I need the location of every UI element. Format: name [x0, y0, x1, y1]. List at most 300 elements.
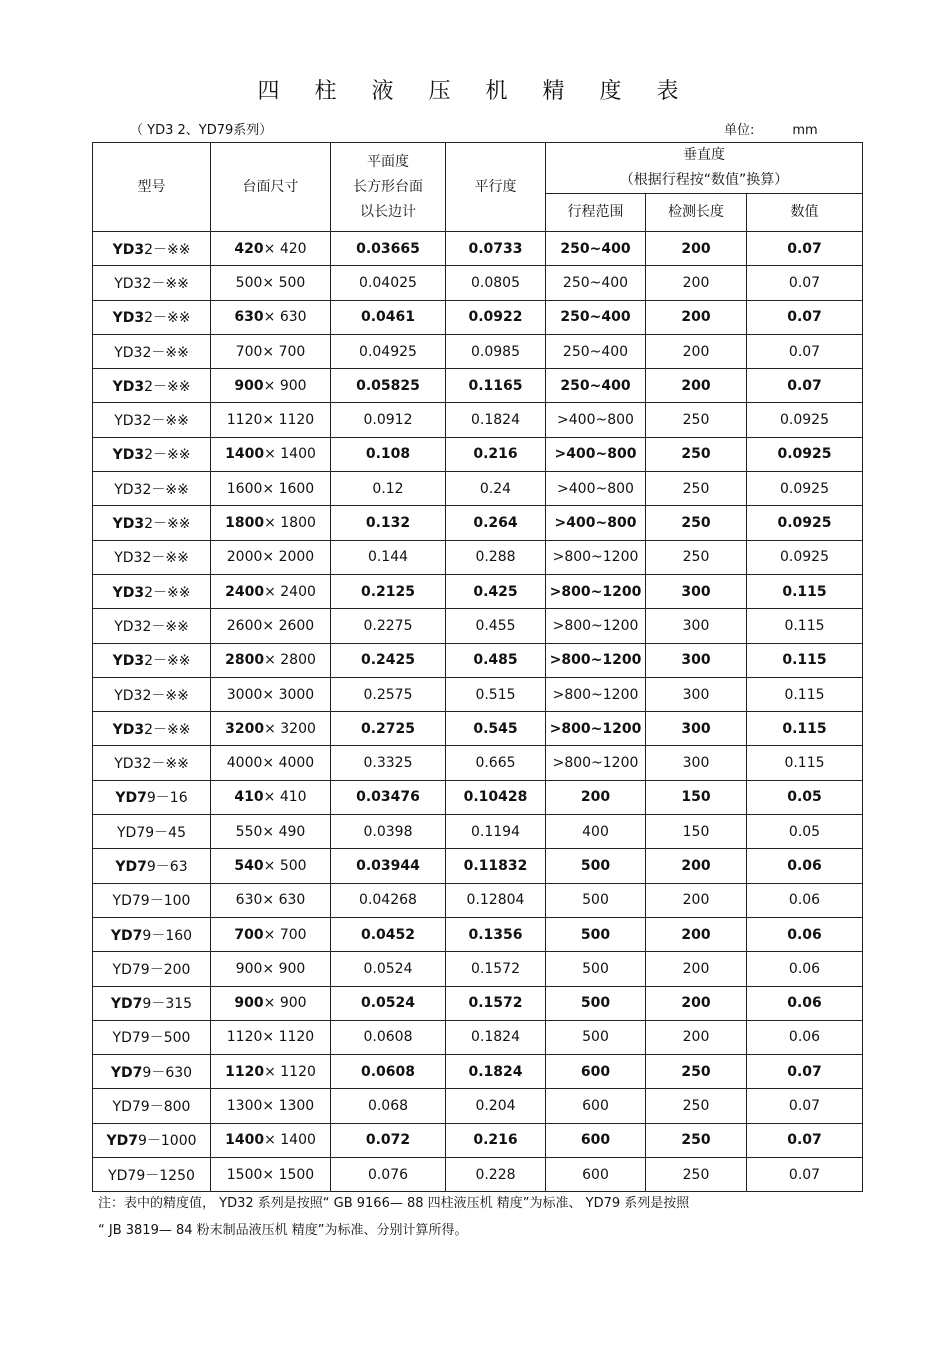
cell-flatness-flat: 0.03476: [356, 789, 420, 806]
cell-table-size-s1: 900: [234, 377, 264, 394]
cell-detect-length-len: 150: [682, 823, 710, 840]
header-flatness-line2: 长方形台面: [353, 178, 423, 195]
cell-table-size-s1: 420: [234, 240, 264, 257]
cell-value: [747, 300, 863, 334]
cell-model-m1: YD3: [114, 618, 143, 635]
cell-detect-length: [646, 780, 747, 814]
cell-table-size-s1: 1120: [225, 1063, 265, 1080]
cell-table-size-s2: × 1120: [264, 1063, 316, 1080]
cell-flatness: [331, 815, 446, 849]
cell-value: [747, 506, 863, 540]
cell-model-m1: YD7: [115, 790, 147, 807]
cell-detect-length-len: 200: [681, 240, 711, 257]
table-row: [93, 780, 863, 814]
cell-flatness-flat: 0.0608: [363, 1029, 413, 1046]
cell-detect-length-len: 150: [681, 789, 711, 806]
cell-parallelism-par: 0.425: [473, 583, 518, 600]
cell-table-size-s1: 1120: [226, 1029, 263, 1046]
cell-model-m1: YD3: [112, 447, 145, 464]
cell-model: [93, 986, 211, 1020]
cell-table-size-s1: 2000: [226, 549, 263, 566]
cell-parallelism: [446, 574, 546, 608]
cell-table-size: [211, 232, 331, 266]
cell-value-val: 0.06: [787, 995, 822, 1012]
table-row: [93, 540, 863, 574]
cell-model-m1: YD7: [108, 1167, 137, 1184]
cell-detect-length: [646, 266, 747, 300]
cell-table-size-s2: × 630: [263, 309, 307, 326]
cell-model: [93, 677, 211, 711]
cell-detect-length-len: 300: [681, 652, 711, 669]
table-row: [93, 1123, 863, 1157]
cell-table-size-s2: × 700: [262, 343, 306, 360]
cell-model-m2: 2－※※: [144, 447, 191, 464]
cell-stroke-range-range: >800~1200: [549, 652, 642, 669]
cell-flatness: [331, 643, 446, 677]
cell-stroke-range: [546, 540, 646, 574]
cell-detect-length: [646, 643, 747, 677]
cell-value-val: 0.07: [787, 1132, 822, 1149]
cell-model-m1: YD3: [114, 275, 143, 292]
cell-stroke-range: [546, 712, 646, 746]
cell-parallelism: [446, 746, 546, 780]
cell-parallelism-par: 0.665: [475, 755, 516, 772]
cell-model-m1: YD3: [114, 687, 143, 704]
cell-parallelism-par: 0.545: [473, 720, 518, 737]
cell-table-size-s2: × 2000: [262, 549, 315, 566]
cell-table-size-s1: 500: [235, 274, 263, 291]
cell-parallelism-par: 0.10428: [463, 789, 528, 806]
cell-value: [747, 1158, 863, 1192]
cell-table-size-s2: × 1120: [262, 1029, 315, 1046]
cell-stroke-range-range: 250~400: [560, 309, 631, 326]
cell-stroke-range: [546, 849, 646, 883]
cell-flatness-flat: 0.04925: [359, 343, 417, 360]
cell-model-m2: 9－1000: [137, 1133, 197, 1150]
cell-model: [93, 1055, 211, 1089]
cell-value-val: 0.07: [788, 274, 821, 291]
cell-table-size: [211, 917, 331, 951]
cell-table-size-s2: × 900: [262, 960, 306, 977]
cell-table-size-s1: 2400: [225, 583, 265, 600]
cell-detect-length-len: 300: [681, 583, 711, 600]
cell-model: [93, 1089, 211, 1123]
cell-detect-length-len: 300: [681, 720, 711, 737]
cell-parallelism: [446, 1158, 546, 1192]
cell-value-val: 0.07: [787, 377, 822, 394]
cell-stroke-range-range: >400~800: [557, 480, 634, 497]
cell-model-m2: 2－※※: [144, 584, 191, 601]
cell-flatness: [331, 574, 446, 608]
header-perp-line1: 垂直度: [683, 147, 725, 163]
cell-parallelism-par: 0.0733: [468, 240, 523, 257]
cell-model-m2: 9－16: [146, 790, 188, 807]
cell-stroke-range: [546, 506, 646, 540]
cell-flatness-flat: 0.2725: [360, 720, 416, 737]
cell-parallelism: [446, 609, 546, 643]
cell-value-val: 0.06: [787, 857, 822, 874]
cell-model-m2: 9－160: [142, 927, 193, 944]
cell-stroke-range-range: >800~1200: [552, 755, 639, 772]
cell-parallelism-par: 0.204: [475, 1098, 516, 1115]
cell-value: [747, 643, 863, 677]
cell-model-m1: YD7: [110, 1064, 143, 1081]
cell-table-size: [211, 1123, 331, 1157]
cell-value: [747, 472, 863, 506]
cell-table-size-s2: × 630: [262, 892, 306, 909]
cell-flatness-flat: 0.2425: [360, 652, 416, 669]
cell-table-size: [211, 883, 331, 917]
cell-stroke-range-range: 500: [582, 892, 609, 909]
table-row: [93, 506, 863, 540]
cell-detect-length-len: 250: [682, 549, 710, 566]
cell-stroke-range-range: >800~1200: [549, 583, 642, 600]
cell-detect-length: [646, 677, 747, 711]
cell-detect-length: [646, 369, 747, 403]
cell-model-m1: YD3: [112, 653, 145, 670]
cell-detect-length-len: 200: [681, 377, 711, 394]
cell-detect-length-len: 200: [682, 960, 710, 977]
cell-detect-length-len: 250: [682, 1098, 710, 1115]
header-detect-length: 检测长度: [646, 194, 747, 232]
cell-value: [747, 403, 863, 437]
cell-detect-length: [646, 609, 747, 643]
cell-value: [747, 574, 863, 608]
cell-model-m1: YD7: [112, 1099, 141, 1116]
cell-table-size-s1: 1600: [226, 480, 263, 497]
cell-model-m2: 2－※※: [144, 241, 191, 258]
cell-model: [93, 266, 211, 300]
cell-stroke-range-range: >800~1200: [552, 549, 639, 566]
cell-stroke-range: [546, 334, 646, 368]
series-subheading: （ YD3 2、YD79系列）: [130, 123, 273, 138]
cell-model-m1: YD7: [110, 996, 143, 1013]
cell-stroke-range-range: >800~1200: [552, 686, 639, 703]
cell-detect-length-len: 200: [681, 309, 711, 326]
cell-table-size: [211, 472, 331, 506]
cell-parallelism: [446, 437, 546, 471]
cell-detect-length: [646, 849, 747, 883]
cell-parallelism: [446, 540, 546, 574]
cell-value: [747, 1020, 863, 1054]
cell-parallelism-par: 0.216: [473, 446, 518, 463]
cell-detect-length-len: 250: [682, 412, 710, 429]
cell-value: [747, 986, 863, 1020]
cell-table-size: [211, 300, 331, 334]
header-parallelism: 平行度: [446, 143, 546, 232]
cell-flatness-flat: 0.0452: [360, 926, 416, 943]
cell-table-size-s1: 1300: [226, 1098, 263, 1115]
header-value: 数值: [747, 194, 863, 232]
cell-model: [93, 952, 211, 986]
cell-model-m2: 9－1250: [136, 1167, 195, 1184]
cell-stroke-range-range: 600: [582, 1166, 609, 1183]
cell-detect-length: [646, 300, 747, 334]
cell-parallelism: [446, 506, 546, 540]
cell-detect-length-len: 250: [681, 515, 711, 532]
cell-model-m2: 9－630: [142, 1064, 193, 1081]
unit-value: mm: [792, 123, 818, 138]
table-row: [93, 1020, 863, 1054]
cell-value-val: 0.115: [784, 686, 825, 703]
cell-table-size-s2: × 2800: [264, 652, 316, 669]
cell-model-m2: 2－※※: [144, 378, 191, 395]
cell-model-m1: YD3: [112, 721, 145, 738]
header-model: 型号: [93, 143, 211, 232]
table-row: [93, 334, 863, 368]
cell-detect-length: [646, 334, 747, 368]
cell-parallelism-par: 0.0922: [468, 309, 523, 326]
cell-model: [93, 815, 211, 849]
cell-flatness-flat: 0.04025: [359, 274, 417, 291]
header-perp-line2: （根据行程按“数值”换算）: [619, 172, 789, 188]
cell-table-size-s1: 1800: [225, 515, 265, 532]
cell-value: [747, 780, 863, 814]
cell-parallelism: [446, 677, 546, 711]
cell-value-val: 0.06: [788, 892, 821, 909]
cell-stroke-range: [546, 437, 646, 471]
cell-value: [747, 540, 863, 574]
cell-table-size: [211, 266, 331, 300]
table-row: [93, 917, 863, 951]
cell-model-m1: YD7: [115, 858, 147, 875]
cell-table-size-s1: 540: [234, 857, 264, 874]
cell-flatness-flat: 0.076: [367, 1166, 409, 1183]
cell-detect-length: [646, 815, 747, 849]
cell-detect-length: [646, 1055, 747, 1089]
cell-stroke-range-range: 250~400: [560, 377, 631, 394]
cell-stroke-range: [546, 986, 646, 1020]
cell-detect-length: [646, 437, 747, 471]
cell-value: [747, 815, 863, 849]
cell-table-size-s1: 700: [234, 926, 264, 943]
cell-flatness: [331, 677, 446, 711]
cell-table-size-s2: × 1400: [264, 446, 316, 463]
cell-table-size: [211, 677, 331, 711]
cell-table-size-s1: 2800: [225, 652, 265, 669]
cell-parallelism-par: 0.1824: [471, 412, 520, 429]
cell-model-m2: 2－※※: [142, 756, 189, 773]
cell-value-val: 0.0925: [780, 549, 829, 566]
cell-parallelism: [446, 300, 546, 334]
cell-flatness: [331, 609, 446, 643]
cell-model-m1: YD7: [106, 1133, 138, 1150]
cell-model-m2: 2－※※: [142, 344, 189, 361]
cell-table-size: [211, 1158, 331, 1192]
cell-table-size-s2: × 2600: [262, 617, 315, 634]
cell-parallelism: [446, 952, 546, 986]
cell-detect-length-len: 300: [682, 617, 710, 634]
cell-stroke-range-range: 250~400: [562, 343, 629, 360]
cell-flatness: [331, 780, 446, 814]
cell-model: [93, 1158, 211, 1192]
precision-table: [92, 142, 863, 1192]
cell-flatness-flat: 0.03944: [356, 857, 420, 874]
cell-table-size: [211, 1089, 331, 1123]
cell-table-size-s2: × 900: [263, 995, 307, 1012]
cell-value: [747, 883, 863, 917]
cell-flatness: [331, 506, 446, 540]
cell-parallelism-par: 0.1824: [471, 1029, 520, 1046]
cell-table-size-s2: × 900: [263, 377, 307, 394]
cell-flatness-flat: 0.03665: [356, 240, 420, 257]
cell-detect-length-len: 200: [681, 857, 711, 874]
cell-model: [93, 643, 211, 677]
cell-parallelism: [446, 883, 546, 917]
cell-model-m2: 2－※※: [144, 721, 191, 738]
cell-parallelism-par: 0.1824: [468, 1063, 523, 1080]
cell-detect-length: [646, 1123, 747, 1157]
cell-flatness-flat: 0.0524: [363, 960, 413, 977]
cell-parallelism-par: 0.216: [473, 1132, 518, 1149]
cell-value: [747, 1123, 863, 1157]
cell-model-m1: YD3: [112, 310, 145, 327]
cell-stroke-range: [546, 1123, 646, 1157]
cell-stroke-range-range: >800~1200: [549, 720, 642, 737]
cell-table-size-s2: × 1300: [262, 1098, 315, 1115]
cell-table-size-s2: × 410: [263, 789, 307, 806]
cell-detect-length: [646, 506, 747, 540]
cell-table-size-s1: 1400: [225, 446, 265, 463]
cell-stroke-range-range: 500: [582, 960, 609, 977]
cell-model: [93, 472, 211, 506]
cell-flatness: [331, 712, 446, 746]
cell-stroke-range-range: >800~1200: [552, 617, 639, 634]
cell-parallelism: [446, 986, 546, 1020]
cell-flatness-flat: 0.2575: [363, 686, 413, 703]
cell-model-m1: YD7: [117, 824, 146, 841]
cell-value-val: 0.05: [788, 823, 821, 840]
cell-model-m1: YD7: [112, 893, 141, 910]
table-row: [93, 952, 863, 986]
cell-table-size-s1: 700: [235, 343, 263, 360]
cell-table-size-s1: 900: [235, 960, 263, 977]
cell-table-size: [211, 643, 331, 677]
cell-model-m2: 2－※※: [144, 653, 191, 670]
cell-table-size-s2: × 4000: [262, 755, 315, 772]
cell-model-m1: YD3: [114, 413, 143, 430]
cell-stroke-range: [546, 232, 646, 266]
cell-flatness: [331, 437, 446, 471]
cell-model: [93, 232, 211, 266]
cell-flatness: [331, 369, 446, 403]
cell-model: [93, 917, 211, 951]
cell-parallelism: [446, 1123, 546, 1157]
cell-value-val: 0.07: [788, 343, 821, 360]
cell-flatness-flat: 0.144: [367, 549, 409, 566]
cell-parallelism: [446, 334, 546, 368]
cell-model-m2: 2－※※: [142, 618, 189, 635]
cell-flatness: [331, 1055, 446, 1089]
cell-value-val: 0.0925: [780, 480, 829, 497]
cell-model: [93, 334, 211, 368]
cell-table-size-s1: 2600: [226, 617, 263, 634]
cell-flatness-flat: 0.132: [365, 515, 411, 532]
cell-model-m1: YD3: [114, 550, 143, 567]
cell-stroke-range-range: 500: [582, 1029, 609, 1046]
cell-stroke-range-range: 400: [582, 823, 609, 840]
cell-table-size-s1: 1120: [226, 412, 263, 429]
cell-stroke-range: [546, 746, 646, 780]
cell-model-m1: YD7: [110, 927, 143, 944]
cell-flatness: [331, 403, 446, 437]
cell-flatness-flat: 0.108: [365, 446, 411, 463]
cell-parallelism-par: 0.11832: [463, 857, 528, 874]
cell-table-size: [211, 1055, 331, 1089]
cell-table-size: [211, 952, 331, 986]
cell-flatness: [331, 1123, 446, 1157]
cell-flatness: [331, 300, 446, 334]
cell-table-size: [211, 540, 331, 574]
cell-table-size: [211, 986, 331, 1020]
cell-detect-length: [646, 746, 747, 780]
cell-parallelism-par: 0.0805: [471, 274, 520, 291]
cell-model-m2: 9－800: [140, 1099, 191, 1116]
cell-detect-length: [646, 403, 747, 437]
cell-stroke-range-range: 600: [580, 1063, 611, 1080]
cell-table-size-s2: × 1600: [262, 480, 315, 497]
cell-model-m1: YD3: [112, 584, 145, 601]
table-row: [93, 300, 863, 334]
cell-stroke-range: [546, 472, 646, 506]
cell-value-val: 0.115: [782, 583, 827, 600]
unit-label: [724, 119, 818, 138]
cell-table-size-s1: 550: [235, 823, 263, 840]
cell-detect-length: [646, 574, 747, 608]
cell-stroke-range: [546, 952, 646, 986]
table-row: [93, 677, 863, 711]
cell-value-val: 0.07: [787, 309, 822, 326]
cell-value-val: 0.05: [787, 789, 822, 806]
cell-value: [747, 266, 863, 300]
cell-stroke-range: [546, 369, 646, 403]
cell-table-size-s1: 410: [234, 789, 264, 806]
cell-detect-length-len: 200: [682, 892, 710, 909]
cell-flatness: [331, 1158, 446, 1192]
cell-detect-length: [646, 472, 747, 506]
cell-flatness: [331, 746, 446, 780]
cell-table-size-s2: × 420: [263, 240, 307, 257]
cell-parallelism: [446, 232, 546, 266]
cell-flatness: [331, 917, 446, 951]
cell-table-size: [211, 403, 331, 437]
cell-stroke-range-range: 600: [582, 1098, 609, 1115]
cell-flatness: [331, 883, 446, 917]
cell-table-size-s1: 4000: [226, 755, 263, 772]
cell-table-size: [211, 369, 331, 403]
cell-detect-length-len: 250: [682, 1166, 710, 1183]
cell-stroke-range-range: 500: [580, 926, 611, 943]
cell-value-val: 0.0925: [777, 446, 832, 463]
cell-table-size: [211, 712, 331, 746]
cell-table-size-s1: 3200: [225, 720, 265, 737]
cell-model: [93, 746, 211, 780]
cell-table-size-s1: 900: [234, 995, 264, 1012]
cell-flatness: [331, 334, 446, 368]
cell-detect-length: [646, 917, 747, 951]
cell-parallelism: [446, 403, 546, 437]
cell-detect-length-len: 250: [681, 446, 711, 463]
cell-flatness-flat: 0.3325: [363, 755, 413, 772]
cell-model: [93, 369, 211, 403]
cell-parallelism-par: 0.12804: [466, 892, 525, 909]
cell-flatness-flat: 0.05825: [356, 377, 420, 394]
cell-stroke-range: [546, 1089, 646, 1123]
cell-model: [93, 300, 211, 334]
header-flatness-line3: 以长边计: [360, 203, 416, 220]
cell-parallelism-par: 0.288: [475, 549, 516, 566]
cell-table-size-s1: 1500: [226, 1166, 263, 1183]
